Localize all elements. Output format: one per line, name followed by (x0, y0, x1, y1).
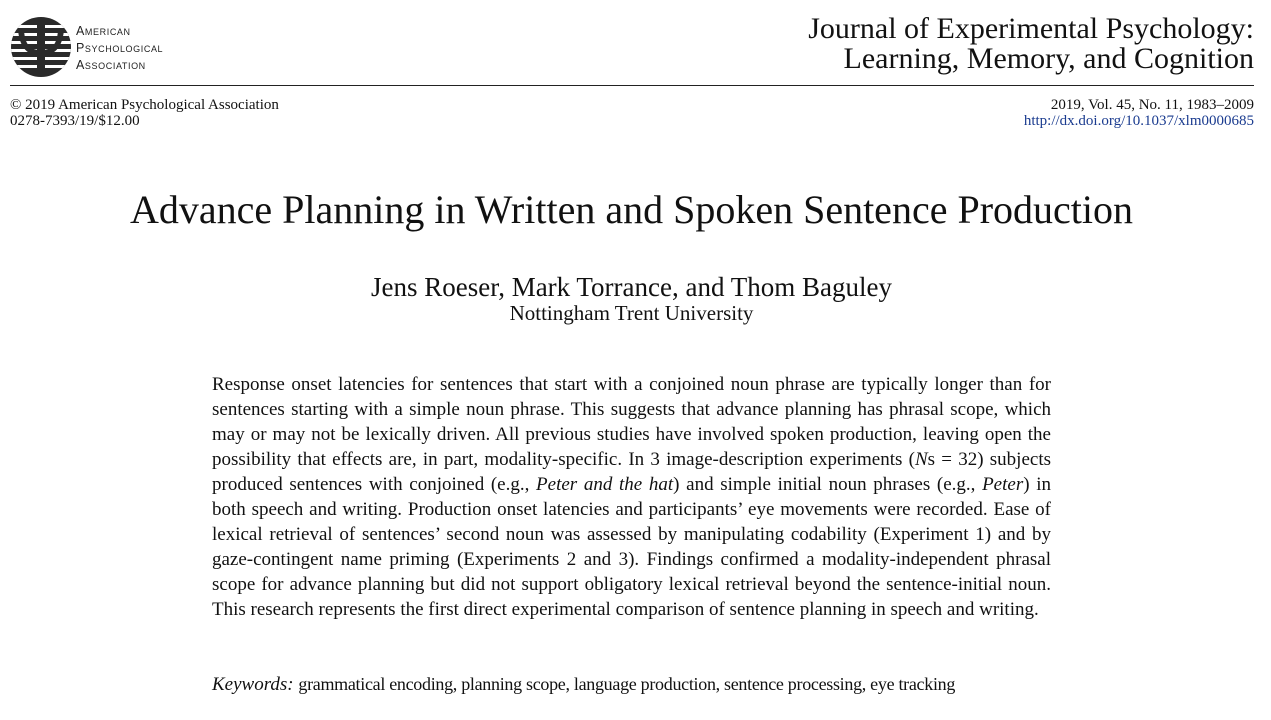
publisher-line-2: Psychological (76, 41, 164, 55)
abstract-text-1: Response onset latencies for sentences that start with a conjoined noun phrase are typically longer than for sentences starting with a simple noun phrase. This suggests that advance planning has phrasal scope, which may or may not be lexically driven. All previous studies have involved spoken production, leaving open the possibility that effects are, in part, modality-specific. In 3 image-description experiments ( (212, 374, 1051, 470)
abstract-text-2: s = 32) subjects produced sentences with conjoined (e.g., (212, 449, 1051, 495)
article-title: Advance Planning in Written and Spoken Sentence Production (129, 187, 1133, 232)
abstract-text-4: ) in both speech and writing. Production onset latencies and participants’ eye movements were recorded. Ease of lexical retrieval of sentences’ second noun was assessed by manipulating codability (Experiment 1) and by gaze-contingent name priming (Experiments 2 and 3). Findings confirmed a modality-independent phrasal scope for advance planning but did not support obligatory lexical retrieval beyond the sentence-initial noun. This research represents the first direct experimental comparison of sentence planning in speech and writing. (212, 474, 1052, 620)
journal-title (808, 14, 1254, 74)
copyright-block (10, 97, 279, 129)
abstract (212, 372, 1051, 622)
article-authors: Jens Roeser, Mark Torrance, and Thom Baguley (371, 272, 892, 302)
doi-link[interactable]: http://dx.doi.org/10.1037/xlm0000685 (1023, 113, 1254, 129)
citation-block (1024, 97, 1254, 129)
volume-issue: 2019, Vol. 45, No. 11, 1983–2009 (1050, 97, 1254, 113)
publisher-name (76, 23, 163, 74)
keywords-label: Keywords: (212, 674, 294, 695)
journal-header (10, 14, 1254, 86)
abstract-example-1: Peter and the hat (536, 474, 674, 495)
header-divider (10, 85, 1254, 86)
abstract-ns-italic: N (914, 449, 928, 470)
journal-title-line-1: Journal of Experimental Psychology: (808, 12, 1254, 45)
abstract-example-2: Peter (982, 474, 1024, 495)
author-affiliation: Nottingham Trent University (509, 301, 754, 325)
journal-title-line-2: Learning, Memory, and Cognition (843, 42, 1254, 75)
issn-price: 0278-7393/19/$12.00 (10, 113, 140, 129)
keywords (212, 672, 1072, 697)
psi-logo-icon (10, 16, 72, 78)
keywords-values: grammatical encoding, planning scope, language production, sentence processing, eye tracking (298, 674, 956, 694)
publisher-line-3: Association (76, 58, 146, 72)
copyright-text: © 2019 American Psychological Association (10, 97, 279, 113)
abstract-text-3: ) and simple initial noun phrases (e.g., (673, 474, 983, 495)
publisher-line-1: American (76, 24, 131, 38)
